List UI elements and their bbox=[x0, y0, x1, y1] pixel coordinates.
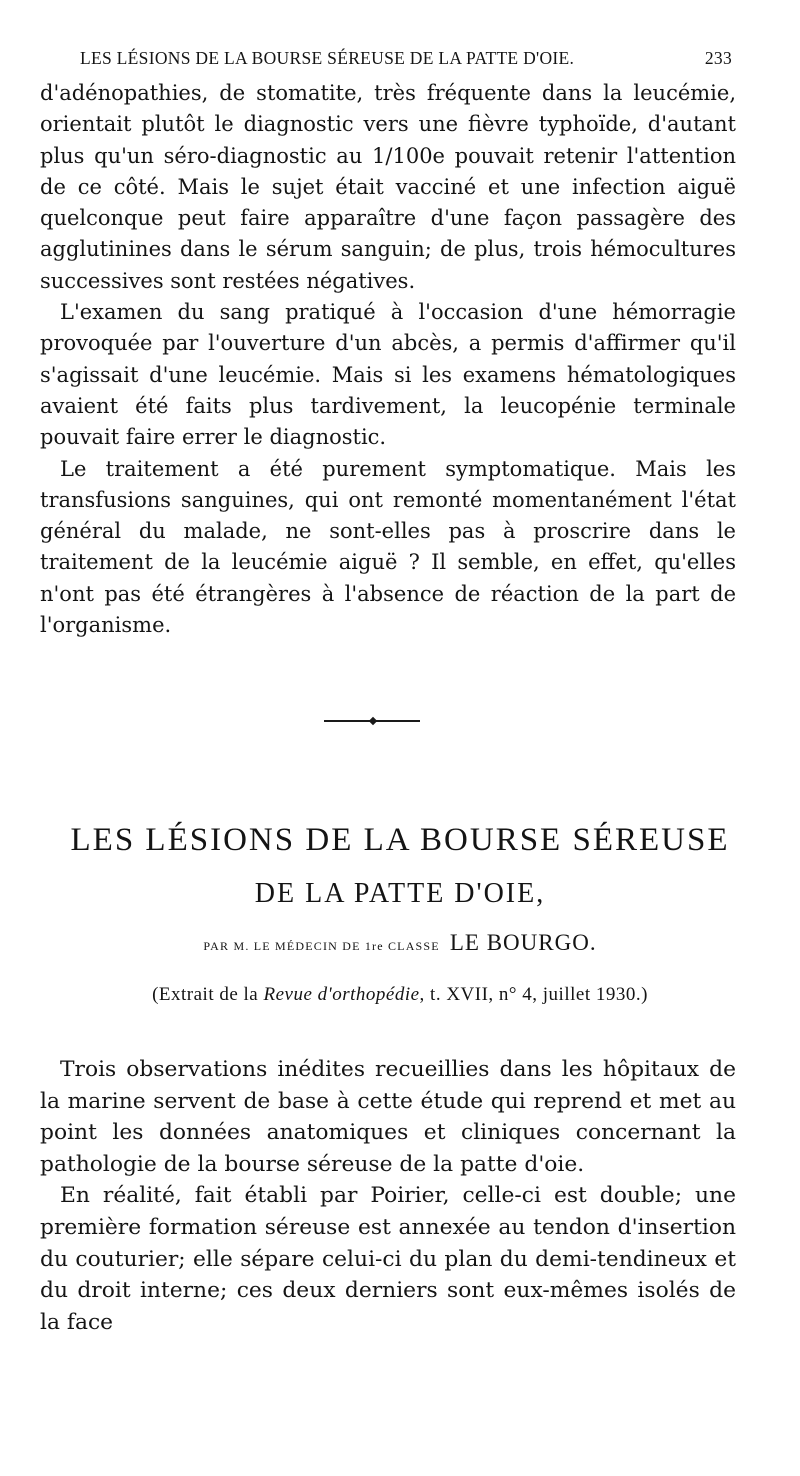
paragraph: En réalité, fait établi par Poirier, celle-ci est double; une première formation séreuse est annexée au tendon d'insertion du couturier; elle sépare celui-ci du plan du demi-tendineux et du droit interne; ces deux derniers sont eux-mêmes isolés de la face bbox=[40, 1183, 736, 1335]
source-citation bbox=[0, 984, 800, 1006]
source-open: (Extrait de la bbox=[152, 984, 259, 1005]
author-name: LE BOURGO. bbox=[449, 930, 597, 955]
source-close: , t. XVII, n° 4, juillet 1930.) bbox=[419, 984, 648, 1005]
running-head-title: LES LÉSIONS DE LA BOURSE SÉREUSE DE LA PATTE D'OIE. bbox=[80, 48, 575, 68]
journal-title: Revue d'orthopédie bbox=[263, 984, 420, 1005]
article-title: LES LÉSIONS DE LA BOURSE SÉREUSE bbox=[70, 822, 730, 858]
previous-article-text bbox=[40, 78, 736, 641]
running-head bbox=[80, 48, 732, 69]
section-separator bbox=[324, 720, 420, 722]
article-title-continued: DE LA PATTE D'OIE, bbox=[254, 878, 546, 909]
page-number: 233 bbox=[704, 48, 732, 68]
byline bbox=[0, 930, 800, 956]
paragraph: L'examen du sang pratiqué à l'occasion d'une hémorragie provoquée par l'ouverture d'un abcès, a permis d'affirmer qu'il s'agissait d'une leucémie. Mais si les examens hématologiques avaient été faits plus tardivement, la leucopénie terminale pouvait faire errer le diagnostic. bbox=[40, 300, 736, 450]
paragraph: Le traitement a été purement symptomatique. Mais les transfusions sanguines, qui ont remonté momentanément l'état général du malade, ne sont-elles pas à proscrire dans le traitement de la leucémie aiguë ? Il semble, en effet, qu'elles n'ont pas été étrangères à l'absence de réaction de la part de l'organisme. bbox=[40, 456, 736, 638]
article-body bbox=[40, 1054, 736, 1338]
byline-prefix: PAR M. LE MÉDECIN DE 1re CLASSE bbox=[203, 939, 440, 953]
paragraph: d'adénopathies, de stomatite, très fréquente dans la leucémie, orientait plutôt le diagnostic vers une fièvre typhoïde, d'autant plus qu'un séro-diagnostic au 1/100e pouvait retenir l'attention de ce côté. Mais le sujet était vacciné et une infection aiguë quelconque peut faire apparaître d'une façon passagère des agglutinines dans le sérum sanguin; de plus, trois hémocultures successives sont restées négatives. bbox=[40, 81, 736, 293]
paragraph: Trois observations inédites recueillies dans les hôpitaux de la marine servent de base à cette étude qui reprend et met au point les données anatomiques et cliniques concernant la pathologie de la bourse séreuse de la patte d'oie. bbox=[40, 1057, 736, 1177]
